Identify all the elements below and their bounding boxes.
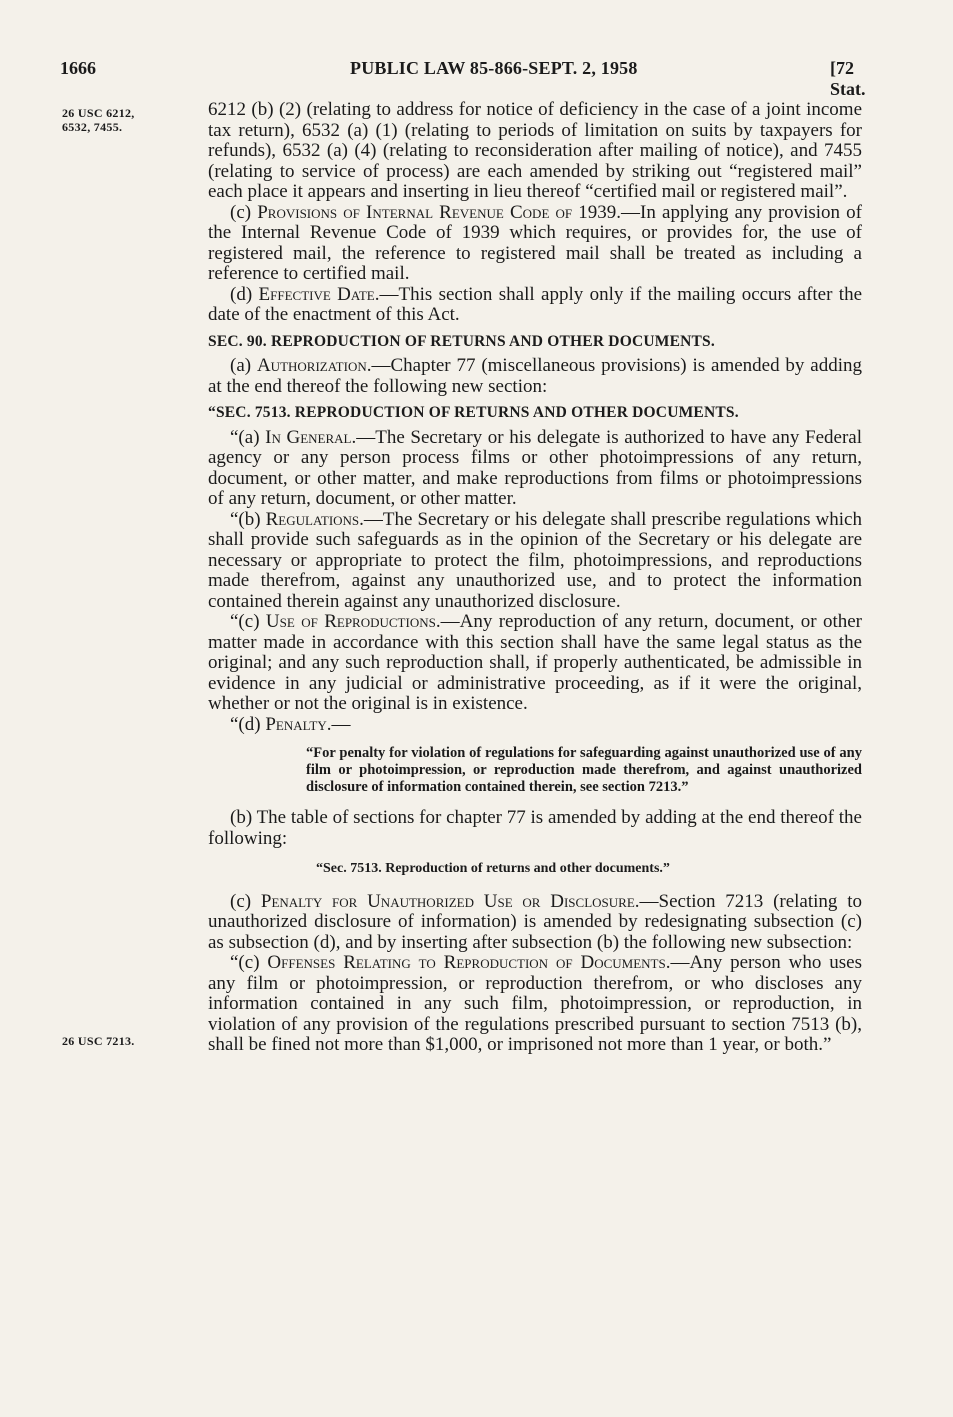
penalty-cross-reference: “For penalty for violation of regulations for safeguarding against unauthorized use of any film or photoimpression, or reproduction made therefrom, and against unauthorized disclosure of information contained therein, see section 7213.”: [306, 745, 862, 795]
margin-citation-1-line2: 6532, 7455.: [62, 120, 123, 134]
subsection-heading: Provisions of Internal Revenue Code of 1939.: [257, 201, 622, 223]
subsection-heading: Regulations.: [265, 508, 364, 530]
subsection-heading: Penalty.: [265, 713, 332, 735]
page-header: [60, 58, 880, 99]
statute-reference: [72 Stat.: [830, 58, 866, 99]
subsection-heading: Effective Date.: [258, 283, 380, 305]
margin-citation-1: [62, 106, 135, 134]
subsection-heading: Authorization.: [256, 355, 372, 376]
page-number: 1666: [60, 58, 96, 78]
subsection-heading: Use of Reproductions.: [265, 611, 441, 632]
margin-citation-1-line1: 26 USC 6212,: [62, 106, 135, 120]
margin-citation-2: 26 USC 7213.: [62, 1034, 135, 1048]
new-subsection-d-penalty: “(d) Penalty.—: [230, 713, 351, 735]
new-subsection-a-in-general: “(a) In General.—The Secretary or his delegate is authorized to have any Federal agency or any person process films or other photoimpressions of any return, document, or other matter, and make reproductions from films or photoimpressions of any return, document, or other matter.: [208, 426, 862, 509]
page-title: PUBLIC LAW 85-866-SEPT. 2, 1958: [350, 58, 638, 78]
subsection-a-authorization: (a) Authorization.—Chapter 77 (miscellaneous provisions) is amended by adding at the end thereof the following new section:: [208, 355, 863, 397]
section-7513-heading: “SEC. 7513. REPRODUCTION OF RETURNS AND OTHER DOCUMENTS.: [208, 404, 739, 421]
subsection-b-table-of-sections: (b) The table of sections for chapter 77 is amended by adding at the end thereof the following:: [208, 807, 862, 849]
new-subsection-b-regulations: “(b) Regulations.—The Secretary or his delegate shall prescribe regulations which shall provide such safeguards as in the opinion of the Secretary or his delegate are necessary or appropriate to protect the film, photoimpressions, and reproductions made therefrom, against any unauthorized use, and to protect the information contained therein against any unauthorized disclosure.: [208, 508, 862, 612]
subsection-heading: Penalty for Unauthorized Use or Disclosure.: [260, 890, 640, 912]
new-subsection-c-offenses: “(c) Offenses Relating to Reproduction of Documents.—Any person who uses any film or photoimpression, or reproduction therefrom, or who discloses any information contained in any such film, photoimpression, or reproduction, in violation of any provision of the regulations prescribed pursuant to section 7513 (b), shall be fined not more than $1,000, or imprisoned not more than 1 year, or both.”: [208, 952, 862, 1055]
subsection-c-1939-code: (c) Provisions of Internal Revenue Code of 1939.—In applying any provision of the Internal Revenue Code of 1939 which requires, or provides for, the use of registered mail, the reference to registered mail shall be treated as including a reference to certified mail.: [208, 201, 862, 284]
subsection-c-penalty-unauthorized-use: (c) Penalty for Unauthorized Use or Disclosure.—Section 7213 (relating to unauthorized disclosure of information) is amended by redesignating subsection (c) as subsection (d), and by inserting after subsection (b) the following new subsection:: [208, 890, 862, 953]
new-subsection-c-use-of-reproductions: “(c) Use of Reproductions.—Any reproduction of any return, document, or other matter made in accordance with this section shall have the same legal status as the original; and any such reproduction shall, if properly authenticated, be admissible in evidence in any judicial or administrative proceeding, as if it were the original, whether or not the original is in existence.: [208, 611, 863, 714]
document-body: [208, 100, 862, 1056]
subsection-d-effective-date: (d) Effective Date.—This section shall apply only if the mailing occurs after the date of the enactment of this Act.: [208, 283, 863, 325]
table-of-sections-entry: “Sec. 7513. Reproduction of returns and other documents.”: [316, 861, 670, 876]
subsection-heading: Offenses Relating to Reproduction of Documents.: [267, 952, 671, 973]
section-90-heading: SEC. 90. REPRODUCTION OF RETURNS AND OTHER DOCUMENTS.: [208, 332, 715, 350]
paragraph-amendments: 6212 (b) (2) (relating to address for notice of deficiency in the case of a joint income tax return), 6532 (a) (1) (relating to periods of limitation on suits by taxpayers for refunds), 6532 (a) (4) (relating to reconsideration after mailing of notice), and 7455 (relating to service of process) are each amended by striking out “registered mail” each place it appears and inserting in lieu thereof “certified mail or registered mail”.: [208, 99, 862, 202]
subsection-heading: In General.: [265, 426, 357, 448]
